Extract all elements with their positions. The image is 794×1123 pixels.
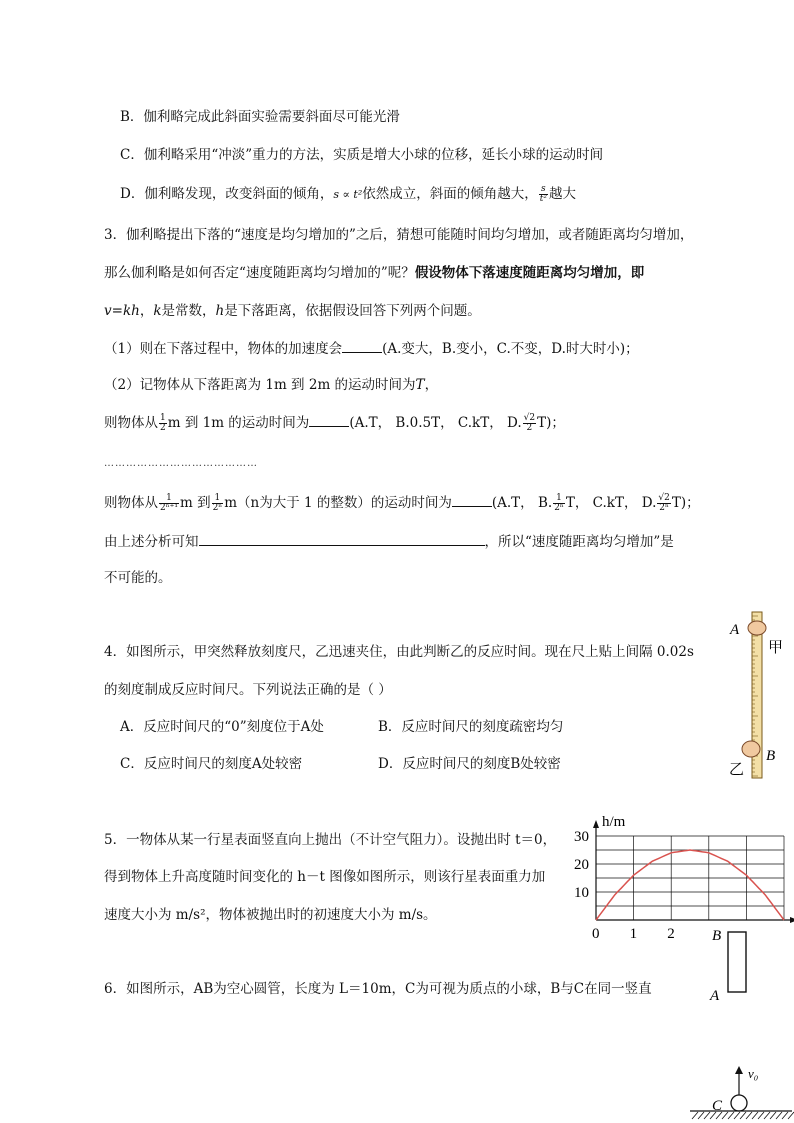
one-over-2n1-fraction: $\frac{1}{\text{2ⁿ⁺¹}}$ bbox=[160, 493, 178, 513]
root2-over-2n-fraction: $\frac{√2}{\text{2ⁿ}}$ bbox=[658, 493, 670, 513]
q4-option-b: B．反应时间尺的刻度疏密均匀 bbox=[378, 719, 564, 735]
q4-line-1: 4．如图所示，甲突然释放刻度尺，乙迅速夹住，由此判断乙的反应时间。现在尺上贴上间隔 0.02s bbox=[104, 644, 694, 660]
hollow-tube bbox=[728, 932, 746, 992]
label-v0: v₀ bbox=[748, 1066, 759, 1081]
hatch-line bbox=[746, 1112, 752, 1119]
label-b: B bbox=[712, 928, 722, 944]
label-jia: 甲 bbox=[768, 640, 784, 656]
h-t-curve bbox=[596, 850, 784, 920]
q4-option-a: A．反应时间尺的“0”刻度位于A处 bbox=[120, 719, 324, 735]
s-over-t2-fraction: $\frac{s}{\text{t²}}$ bbox=[539, 184, 547, 204]
hatch-line bbox=[704, 1112, 710, 1119]
q6-line-1: 6．如图所示，AB为空心圆管，长度为 L＝10m，C为可视为质点的小球，B与C在同一竖直 bbox=[104, 981, 652, 997]
chart-axes bbox=[593, 820, 794, 923]
q4-line-2: 的刻度制成反应时间尺。下列说法正确的是（ ） bbox=[104, 682, 392, 698]
q3-part-1: （1）则在下落过程中，物体的加速度会 (A.变大，B.变小，C.不变，D.时大时小)； bbox=[104, 338, 639, 359]
hand-jia bbox=[748, 621, 766, 635]
label-yi: 乙 bbox=[729, 762, 745, 778]
q4-option-c: C．反应时间尺的刻度A处较密 bbox=[120, 756, 303, 772]
hatch-line bbox=[758, 1112, 764, 1119]
hatch-line bbox=[788, 1112, 794, 1119]
q5-line-3: 速度大小为 m/s²，物体被抛出时的初速度大小为 m/s。 bbox=[104, 907, 437, 923]
ground-hatch bbox=[692, 1112, 794, 1119]
x-tick-label: 0 bbox=[592, 926, 600, 942]
hatch-line bbox=[740, 1112, 746, 1119]
hatch-line bbox=[728, 1112, 734, 1119]
one-over-2n-fraction: $\frac{1}{\text{2ⁿ}}$ bbox=[212, 493, 223, 513]
q3-part-2: （2）记物体从下落距离为 1m 到 2m 的运动时间为T， bbox=[104, 377, 439, 393]
half-fraction: $\frac{1}{2}$ bbox=[160, 413, 166, 433]
ruler-figure bbox=[724, 608, 794, 780]
tube-figure bbox=[700, 920, 770, 1005]
hatch-line bbox=[782, 1112, 788, 1119]
y-tick-label: 30 bbox=[574, 829, 589, 845]
answer-blank[interactable] bbox=[199, 531, 485, 546]
ball-figure bbox=[684, 1060, 794, 1123]
answer-blank[interactable] bbox=[309, 412, 349, 427]
answer-blank[interactable] bbox=[452, 492, 492, 507]
arrow-head-icon bbox=[735, 1066, 743, 1074]
answer-blank[interactable] bbox=[342, 338, 382, 353]
hatch-line bbox=[764, 1112, 770, 1119]
hatch-line bbox=[692, 1112, 698, 1119]
q3-line-2: 那么伽利略是如何否定“速度随距离均匀增加的”呢？假设物体下落速度随距离均匀增加，即 bbox=[104, 265, 645, 281]
q2-option-d: D．伽利略发现，改变斜面的倾角，s ∝ t²依然成立，斜面的倾角越大， $\frac{s}{\text{t²}}$ 越大 bbox=[120, 184, 576, 204]
q3-conclusion-end: 不可能的。 bbox=[104, 570, 172, 586]
label-a: A bbox=[710, 988, 720, 1004]
hatch-line bbox=[722, 1112, 728, 1119]
q3-part-2-question-1: 则物体从 $\frac{1}{2}$ m 到 1m 的运动时间为 (A.T， B.0.5T， C.kT， D. $\frac{√2}{2}$ T)； bbox=[104, 413, 565, 433]
x-tick-label: 2 bbox=[667, 926, 675, 942]
q3-line-1: 3．伽利略提出下落的“速度是均匀增加的”之后，猜想可能随时间均匀增加，或者随距离均匀增加， bbox=[104, 227, 694, 243]
root2-over-2-fraction: $\frac{√2}{2}$ bbox=[523, 413, 536, 433]
hatch-line bbox=[776, 1112, 782, 1119]
y-axis-label: h/m bbox=[602, 814, 626, 830]
one-over-2n-option-b: $\frac{1}{\text{2ⁿ}}$ bbox=[554, 493, 564, 513]
x-arrow-icon bbox=[790, 917, 794, 923]
q5-line-1: 5．一物体从某一行星表面竖直向上抛出（不计空气阻力）。设抛出时 t＝0， bbox=[104, 832, 557, 848]
y-tick-labels bbox=[574, 829, 589, 901]
q3-part-2-question-n: 则物体从 $\frac{1}{\text{2ⁿ⁺¹}}$ m 到 $\frac{1}{\text{2ⁿ}}$ m（n为大于 1 的整数）的运动时间为 (A.T， B. $\frac{1}{\text{2ⁿ}}$ T， C.kT， D. $\frac{√2}{\text{2ⁿ}}$ T)； bbox=[104, 493, 700, 513]
x-tick-label: 1 bbox=[629, 926, 638, 942]
ellipsis-dots: …………………………………… bbox=[104, 458, 258, 469]
q2-option-c: C．伽利略采用“冲淡”重力的方法，实质是增大小球的位移，延长小球的运动时间 bbox=[120, 147, 604, 163]
y-tick-label: 20 bbox=[574, 857, 589, 873]
hatch-line bbox=[770, 1112, 776, 1119]
q5-line-2: 得到物体上升高度随时间变化的 h－t 图像如图所示，则该行星表面重力加 bbox=[104, 869, 546, 885]
y-arrow-icon bbox=[593, 820, 599, 828]
label-a: A bbox=[730, 622, 740, 638]
y-tick-label: 10 bbox=[574, 885, 589, 901]
label-c: C bbox=[712, 1098, 723, 1114]
ball-c bbox=[731, 1095, 747, 1111]
chart-grid bbox=[596, 836, 784, 920]
label-b: B bbox=[766, 748, 776, 764]
hand-yi bbox=[742, 741, 760, 757]
q3-line-3: v=kh，k是常数，h是下落距离，依据假设回答下列两个问题。 bbox=[104, 303, 481, 319]
hatch-line bbox=[698, 1112, 704, 1119]
q2-option-b: B．伽利略完成此斜面实验需要斜面尽可能光滑 bbox=[120, 109, 400, 125]
q3-conclusion: 由上述分析可知 ，所以“速度随距离均匀增加”是 bbox=[104, 531, 674, 552]
x-tick-labels bbox=[592, 926, 675, 942]
q4-option-d: D．反应时间尺的刻度B处较密 bbox=[378, 756, 561, 772]
hatch-line bbox=[752, 1112, 758, 1119]
hatch-line bbox=[734, 1112, 740, 1119]
